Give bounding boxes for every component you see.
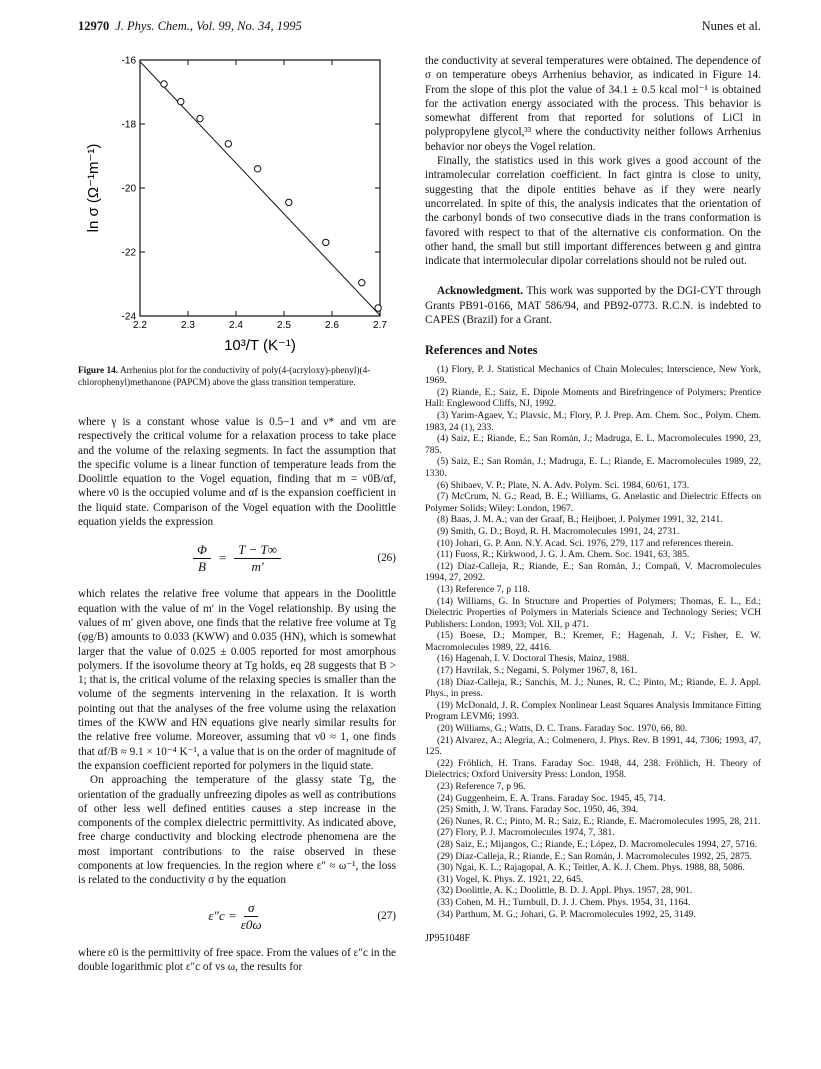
equation-27 — [78, 894, 396, 940]
acknowledgment — [425, 284, 761, 327]
x-tick-label: 2.6 — [325, 320, 339, 331]
eq26-rhs-denominator: m′ — [251, 558, 264, 574]
eq26-rhs-numerator: T − T∞ — [234, 543, 281, 559]
journal-citation: J. Phys. Chem., Vol. 99, No. 34, 1995 — [115, 19, 302, 33]
equation-26: $\frac{\Phi}{B}$ = $\frac{T - T\infty}{m'}$ (26) — [78, 535, 396, 581]
reference-item: (2) Riande, E.; Saiz, E. Dipole Moments and Birefringence of Polymers; Prentice Hall: Englewood Cliffs, NJ, 1992. — [425, 386, 761, 410]
paragraph: Finally, the statistics used in this work gives a good account of the intramolecular correlation coefficient. In fact gintra is close to unity, suggesting that the dipole entities behave as if they were nearly uncorrelated. In spite of this, the analysis indicates that the orientation of the carbonyl bonds of two consecutive diads in the trans conformation is favored with respect to that of the alternative cis conformation. On the other hand, the small but still important differences between g and gintra indicate that intermolecular dipolar correlations should not be ruled out. — [425, 155, 761, 268]
data-point — [375, 305, 381, 311]
reference-item: (12) Díaz-Calleja, R.; Riande, E.; San Román, J.; Compañ, V. Macromolecules 1994, 27, 2092. — [425, 560, 761, 584]
x-tick-label: 2.2 — [133, 320, 147, 331]
paragraph: the conductivity at several temperatures were obtained. The dependence of σ on temperature obeys Arrhenius behavior, as indicated in Figure 14. From the slope of this plot the value of 34.1 ± 0.5 kcal mol⁻¹ is obtained for the activation energy associated with the process. This behavior is somewhat different from that reported for solutions of LiCl in polypropylene glycol,³³ where the conductivity neither follows Arrhenius behavior nor obeys the Vogel relation. — [425, 55, 761, 153]
left-column — [78, 415, 396, 974]
eq27-denominator: ε0ω — [240, 917, 262, 933]
acknowledgment-text: This work was supported by the DGI-CYT through Grants PB91-0166, MAT 586/94, and PB92-0773. R.C.N. is indebted to CAPES (Brazil) for a Grant. — [425, 285, 761, 327]
manuscript-code: JP951048F — [425, 933, 471, 945]
reference-item: (26) Nunes, R. C.; Pinto, M. R.; Saiz, E.; Riande, E. Macromolecules 1995, 28, 211. — [437, 815, 761, 827]
right-column — [425, 54, 761, 946]
page-number: 12970 — [78, 19, 110, 33]
reference-item: (5) Saiz, E.; San Román, J.; Madruga, E. L.; Riande, E. Macromolecules 1989, 22, 1330. — [425, 456, 761, 479]
paragraph: which relates the relative free volume that appears in the Doolittle equation with the value of m′ in the Vogel relationship. By using the values of m′ given above, one finds that the relative free volume at Tg (φg/B) amounts to 0.033 (KWW) and 0.035 (HN), which is somewhat larger that the value of 0.025 ± 0.005 reported for most amorphous polymers. If the isovolume theory at Tg holds, eq 28 suggests that B > 1; that is, the critical volume of the relaxing species is smaller than the volume of the segments intervening in the relaxation. It is worth pointing out that the analyses of the free volume using the relaxation times of the KWW and HN equations give nearly similar results for the relative free volume. Moreover, assuming that ν0 ≈ 1, one finds that αf/B ≈ 9.1 × 10⁻⁴ K⁻¹, a value that is on the order of magnitude of the expansion coefficient reported for polymers in the liquid state. — [78, 588, 396, 772]
data-point — [286, 199, 292, 205]
paragraph: On approaching the temperature of the glassy state Tg, the orientation of the gradually unfreezing dipoles as well as contributions of other less well defined entities causes a step increase in the components of the complex dielectric permittivity. As indicated above, free charge conductivity and blocking electrode phenomena are the most important contributions to the raise observed in these components at low frequencies. In the region where ε″ ≈ ω⁻¹, the loss is related to the conductivity σ by the equation — [78, 774, 396, 887]
acknowledgment-title: Acknowledgment. — [437, 285, 524, 298]
arrhenius-plot — [78, 54, 396, 360]
y-tick-label: -24 — [121, 311, 136, 323]
equation-number: (27) — [377, 910, 396, 923]
reference-item: (29) Díaz-Calleja, R.; Riande, E.; San Román, J. Macromolecules 1992, 25, 2875. — [437, 850, 752, 862]
figure-caption-text: Arrhenius plot for the conductivity of poly(4-(acryloxy)-phenyl)(4-chlorophenyl)methanone (PAPCM) above the glass transition temperature. — [78, 366, 371, 388]
reference-item: (32) Doolittle, A. K.; Doolittle, B. D. J. Appl. Phys. 1957, 28, 901. — [437, 885, 693, 897]
reference-item: (25) Smith, J. W. Trans. Faraday Soc. 1950, 46, 394. — [437, 804, 639, 816]
reference-item: (23) Reference 7, p 96. — [437, 781, 526, 793]
reference-item: (20) Williams, G.; Watts, D. C. Trans. Faraday Soc. 1970, 66, 80. — [437, 723, 688, 735]
data-point — [197, 115, 203, 121]
reference-item: (4) Saiz, E.; Riande, E.; San Román, J.; Madruga, E. L. Macromolecules 1990, 23, 785. — [425, 433, 761, 456]
reference-item: (28) Saiz, E.; Mijangos, C.; Riande, E.; López, D. Macromolecules 1994, 27, 5716. — [437, 838, 757, 850]
reference-item: (3) Yarim-Agaev, Y.; Plavsic, M.; Flory, P. J. Prep. Am. Chem. Soc., Polym. Chem. 1983, 24 (1), 233. — [425, 410, 761, 433]
figure-label: Figure 14. — [78, 366, 119, 376]
reference-item: (19) McDonald, J. R. Complex Nonlinear Least Squares Analysis Immitance Fitting Program LEVM6; 1993. — [425, 699, 761, 723]
reference-item: (31) Vogel, K. Phys. Z. 1921, 22, 645. — [437, 873, 584, 885]
paragraph: where ε0 is the permittivity of free space. From the values of ε″c in the double logarithmic plot ε″c of vs ω, the results for — [78, 946, 396, 973]
reference-item: (15) Boese, D.; Momper, B.; Kremer, F.; Hagenah, J. V.; Fisher, E. W. Macromolecules 1989, 22, 4416. — [425, 630, 761, 653]
reference-item: (7) McCrum, N. G.; Read, B. E.; Williams, G. Anelastic and Dielectric Effects on Polymer Solids; Wiley: London, 1967. — [425, 491, 761, 514]
eq27-lhs: ε″c = — [208, 908, 237, 924]
reference-item: (27) Flory, P. J. Macromolecules 1974, 7, 381. — [437, 827, 615, 839]
reference-item: (18) Díaz-Calleja, R.; Sanchís, M. J.; Nunes, R. C.; Pinto, M.; Riande, E. J. Appl. Phys., in press. — [425, 676, 761, 700]
y-axis-label: ln σ (Ω⁻¹m⁻¹) — [85, 143, 102, 233]
y-tick-label: -20 — [121, 183, 136, 195]
reference-list — [425, 364, 761, 921]
equation-number: (26) — [377, 552, 396, 565]
x-axis-label: 10³/T (K⁻¹) — [224, 337, 296, 354]
reference-item: (21) Alvarez, A.; Alegria, A.; Colmenero, J. Phys. Rev. B 1991, 44, 7306; 1993, 47, 125. — [425, 734, 761, 758]
data-point — [359, 280, 365, 286]
reference-item: (13) Reference 7, p 118. — [437, 583, 530, 595]
data-point — [178, 98, 184, 104]
reference-item: (11) Fuoss, R.; Kirkwood, J. G. J. Am. Chem. Soc. 1941, 63, 385. — [437, 549, 690, 561]
reference-item: (6) Shibaev, V. P.; Plate, N. A. Adv. Polym. Sci. 1984, 60/61, 173. — [437, 479, 690, 491]
x-tick-label: 2.3 — [181, 320, 195, 331]
regression-line — [140, 62, 380, 316]
paragraph: where γ is a constant whose value is 0.5−1 and ν* and νm are respectively the critical volume for a relaxation process to take place and the volume of the relaxing segments. In fact the assumption that the specific volume is a linear function of temperature leads from the Doolittle equation to the Vogel equation, finding that m = ν0B/αf, where ν0 is the occupied volume and αf is the expansion coefficient in the liquid state. Comparison of the Vogel equation with the Doolittle equation yields the expression — [78, 416, 396, 529]
data-point — [161, 81, 167, 87]
y-tick-label: -16 — [121, 55, 136, 67]
eq27-numerator: σ — [244, 901, 258, 917]
reference-item: (8) Baas, J. M. A.; van der Graaf, B.; Heijboer, J. Polymer 1991, 32, 2141. — [437, 514, 723, 526]
data-point — [225, 141, 231, 147]
x-tick-label: 2.5 — [277, 320, 291, 331]
reference-item: (14) Williams, G. In Structure and Properties of Polymers; Thomas, E. L., Ed.; Dielectric Properties of Polymers in Materials Science and Technology Series; VCH Publishers: London, 1993; Vol. XII, p 471. — [425, 595, 761, 630]
figure-caption — [78, 366, 396, 390]
running-header — [78, 19, 302, 34]
eq26-lhs-denominator: B — [197, 558, 206, 574]
x-tick-label: 2.7 — [373, 320, 387, 331]
y-tick-label: -22 — [121, 247, 136, 259]
eq26-lhs-numerator: Φ — [193, 543, 211, 559]
references-heading: References and Notes — [425, 343, 538, 358]
reference-item: (1) Flory, P. J. Statistical Mechanics of Chain Molecules; Interscience, New York, 1969. — [425, 363, 761, 387]
reference-item: (34) Parthum, M. G.; Johari, G. P. Macromolecules 1992, 25, 3149. — [437, 908, 696, 920]
reference-item: (9) Smith, G. D.; Boyd, R. H. Macromolecules 1991, 24, 2731. — [437, 525, 680, 537]
reference-item: (16) Hagenah, I. V. Doctoral Thesis, Mainz, 1988. — [437, 653, 630, 665]
author-header: Nunes et al. — [701, 19, 761, 33]
x-tick-label: 2.4 — [229, 320, 243, 331]
reference-item: (22) Fröhlich, H. Trans. Faraday Soc. 1948, 44, 238. Fröhlich, H. Theory of Dielectrics; Oxford University Press: London, 1958. — [425, 757, 761, 781]
reference-item: (17) Havrilak, S.; Negami, S. Polymer 1967, 8, 161. — [437, 665, 638, 677]
data-point — [323, 239, 329, 245]
reference-item: (30) Ngai, K. L.; Rajagopal, A. K.; Teitler, A. K. J. Chem. Phys. 1988, 88, 5086. — [437, 862, 745, 874]
reference-item: (10) Johari, G. P. Ann. N.Y. Acad. Sci. 1976, 279, 117 and references therein. — [437, 537, 734, 549]
data-point — [254, 166, 260, 172]
reference-item: (33) Cohen, M. H.; Turnbull, D. J. J. Chem. Phys. 1954, 31, 1164. — [437, 896, 691, 908]
reference-item: (24) Guggenheim, E. A. Trans. Faraday Soc. 1945, 45, 714. — [437, 792, 666, 804]
y-tick-label: -18 — [121, 119, 136, 131]
